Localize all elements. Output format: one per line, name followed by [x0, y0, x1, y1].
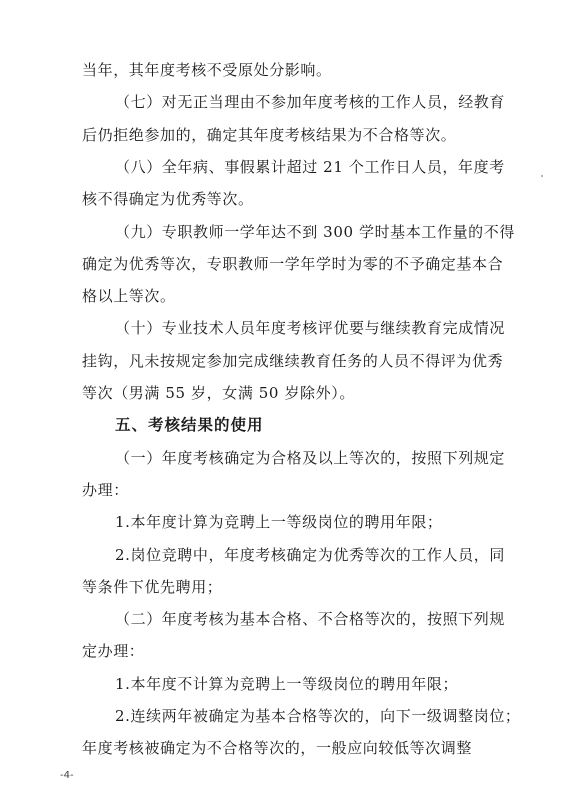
text-line: （二）年度考核为基本合格、不合格等次的，按照下列规 — [115, 610, 506, 628]
text-line: （十）专业技术人员年度考核评优要与继续教育完成情况 — [115, 319, 506, 337]
text-line: 确定为优秀等次，专职教师一学年学时为零的不予确定基本合 — [82, 255, 504, 273]
text-line: 2.连续两年被确定为基本合格等次的，向下一级调整岗位； — [115, 707, 521, 725]
text-line: 后仍拒绝参加的，确定其年度考核结果为不合格等次。 — [82, 126, 457, 144]
text-line: 等条件下优先聘用； — [82, 578, 223, 596]
text-line: 当年，其年度考核不受原处分影响。 — [82, 61, 332, 79]
text-line: 1.本年度计算为竞聘上一等级岗位的聘用年限； — [115, 513, 443, 531]
page-number: -4- — [60, 770, 74, 781]
text-line: 挂钩，凡未按规定参加完成继续教育任务的人员不得评为优秀 — [82, 352, 504, 370]
scan-speck — [541, 175, 543, 177]
text-line: 定办理： — [82, 642, 145, 660]
text-line: 2.岗位竞聘中，年度考核确定为优秀等次的工作人员，同 — [115, 546, 505, 564]
text-line: （八）全年病、事假累计超过 21 个工作日人员，年度考 — [115, 158, 505, 176]
text-line: （一）年度考核确定为合格及以上等次的，按照下列规定 — [115, 449, 506, 467]
text-line: 年度考核被确定为不合格等次的，一般应向较低等次调整 — [82, 739, 473, 757]
text-line: 核不得确定为优秀等次。 — [82, 190, 254, 208]
text-line: 格以上等次。 — [82, 287, 176, 305]
text-line: （九）专职教师一学年达不到 300 学时基本工作量的不得 — [115, 223, 515, 241]
text-line: 办理： — [82, 481, 129, 499]
section-heading: 五、考核结果的使用 — [115, 416, 264, 434]
text-line: （七）对无正当理由不参加年度考核的工作人员，经教育 — [115, 93, 506, 111]
text-line: 1.本年度不计算为竞聘上一等级岗位的聘用年限； — [115, 675, 459, 693]
text-line: 等次（男满 55 岁，女满 50 岁除外）。 — [82, 384, 355, 402]
